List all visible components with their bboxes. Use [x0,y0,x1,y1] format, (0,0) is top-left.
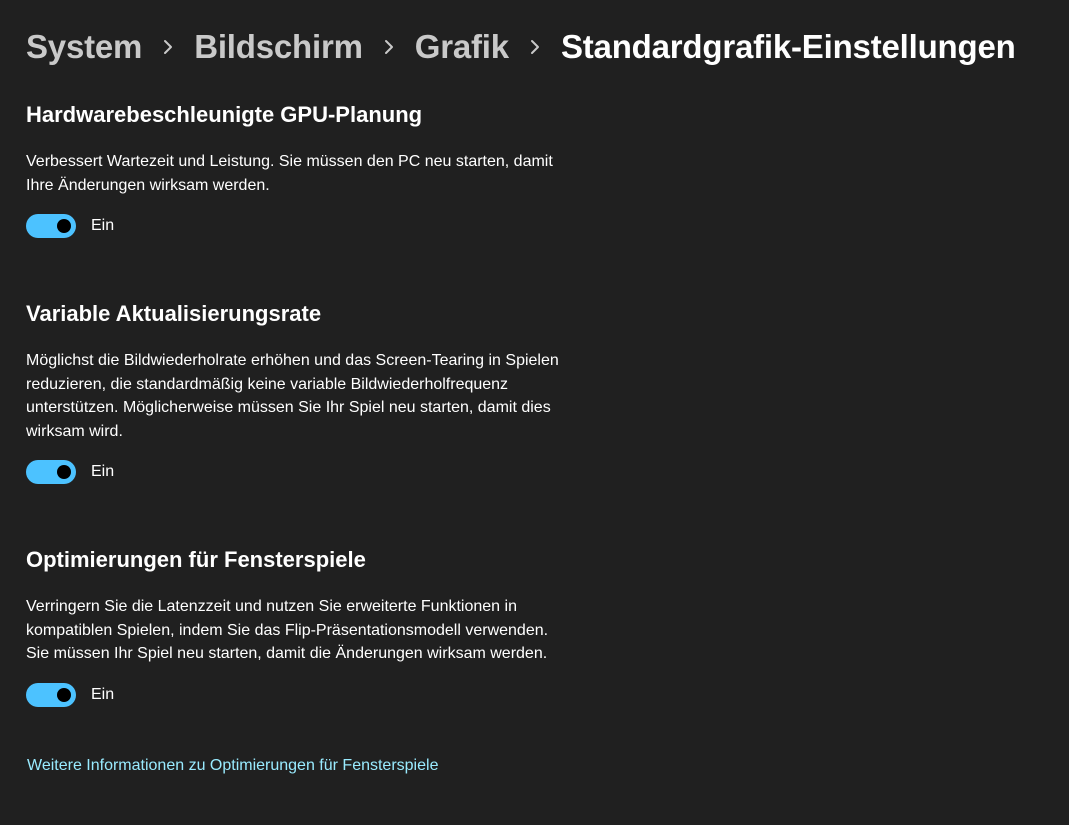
toggle-state-label: Ein [91,685,115,703]
chevron-right-icon [363,24,415,70]
page-title: Standardgrafik-Einstellungen [560,28,1016,65]
section-title: Hardwarebeschleunigte GPU-Planung [26,102,423,127]
toggle-row [26,683,586,707]
toggle-row [26,214,586,238]
breadcrumb [26,24,1043,70]
gpu-scheduling-toggle[interactable] [26,214,76,238]
learn-more-link[interactable]: Weitere Informationen zu Optimierungen für Fensterspiele [27,757,439,774]
toggle-state-label: Ein [91,217,115,234]
variable-refresh-rate-toggle[interactable] [26,460,76,484]
section-variable-refresh-rate [26,299,586,484]
section-gpu-scheduling [26,100,586,238]
chevron-right-icon [509,24,561,70]
breadcrumb-system[interactable]: System [26,28,143,65]
chevron-right-icon [142,24,194,70]
toggle-knob [57,465,71,479]
section-title: Optimierungen für Fensterspiele [26,547,366,572]
section-windowed-games [26,545,586,707]
section-description: Verbessert Wartezeit und Leistung. Sie müssen den PC neu starten, damit Ihre Änderungen wirksam werden. [26,153,553,194]
toggle-state-label: Ein [91,463,115,480]
breadcrumb-bildschirm[interactable]: Bildschirm [194,28,363,65]
breadcrumb-grafik[interactable]: Grafik [414,28,509,65]
section-description: Möglichst die Bildwiederholrate erhöhen und das Screen-Tearing in Spielen reduzieren, die standardmäßig keine variable Bildwiederholfrequenz unterstützen. Möglicherweise müssen Sie Ihr Spiel neu starten, damit dies wirksam wird. [26,352,559,440]
windowed-games-toggle[interactable] [26,683,76,707]
section-description: Verringern Sie die Latenzzeit und nutzen Sie erweiterte Funktionen in kompatiblen Spielen, indem Sie das Flip-Präsentationsmodell verwenden. Sie müssen Ihr Spiel neu starten, damit die Änderungen wirksam werden. [26,598,549,662]
toggle-knob [57,219,71,233]
toggle-knob [57,688,71,702]
section-title: Variable Aktualisierungsrate [26,301,322,326]
toggle-row [26,460,586,484]
